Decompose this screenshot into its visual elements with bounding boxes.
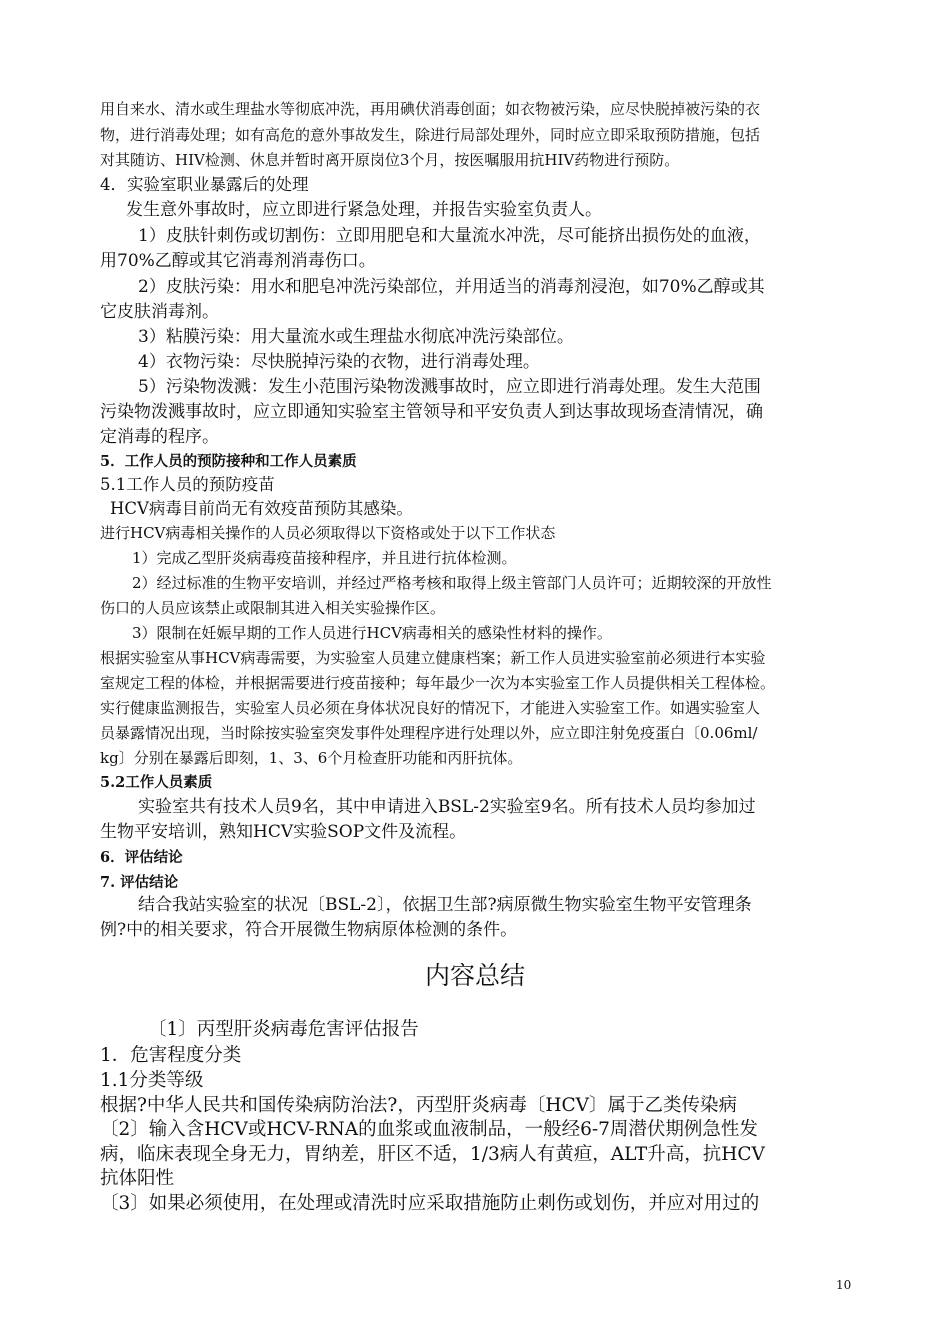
text-line: 4）衣物污染：尽快脱掉污染的衣物，进行消毒处理。: [138, 352, 540, 372]
section-heading: 5.1工作人员的预防疫苗: [100, 475, 275, 494]
summary-line: 抗体阳性: [100, 1168, 175, 1189]
text-line: 3）限制在妊娠早期的工作人员进行HCV病毒相关的感染性材料的操作。: [132, 624, 612, 642]
text-line: 它皮肤消毒剂。: [100, 302, 219, 322]
text-line: HCV病毒目前尚无有效疫苗预防其感染。: [110, 499, 413, 518]
section-heading: 7. 评估结论: [100, 874, 179, 891]
section-heading: 5.2工作人员素质: [100, 774, 213, 791]
text-line: 5）污染物泼溅：发生小范围污染物泼溅事故时，应立即进行消毒处理。发生大范围: [138, 377, 761, 397]
summary-line: 〔1〕丙型肝炎病毒危害评估报告: [148, 1019, 419, 1040]
text-line: 物，进行消毒处理；如有高危的意外事故发生，除进行局部处理外，同时应立即采取预防措施，包括: [100, 126, 761, 144]
text-line: 污染物泼溅事故时，应立即通知实验室主管领导和平安负责人到达事故现场查清情况，确: [100, 402, 763, 422]
summary-line: 病，临床表现全身无力，胃纳差，肝区不适，1/3病人有黄疸，ALT升高，抗HCV: [100, 1144, 765, 1165]
text-line: 1）皮肤针刺伤或切割伤：立即用肥皂和大量流水冲洗，尽可能挤出损伤处的血液，: [138, 226, 761, 246]
text-line: 用70%乙醇或其它消毒剂消毒伤口。: [100, 251, 376, 271]
text-line: 1）完成乙型肝炎病毒疫苗接种程序，并且进行抗体检测。: [132, 549, 517, 567]
text-line: 对其随访、HIV检测、休息并暂时离开原岗位3个月，按医嘱服用抗HIV药物进行预防。: [100, 151, 680, 169]
text-line: 根据实验室从事HCV病毒需要，为实验室人员建立健康档案；新工作人员进实验室前必须进行本实验: [100, 649, 766, 667]
text-line: 2）经过标准的生物平安培训，并经过严格考核和取得上级主管部门人员许可；近期较深的开放性: [132, 574, 772, 592]
text-line: 实行健康监测报告，实验室人员必须在身体状况良好的情况下，才能进入实验室工作。如遇实验室人: [100, 699, 761, 717]
text-line: 员暴露情况出现，当时除按实验室突发事件处理程序进行处理以外，应立即注射免疫蛋白〔0.06ml/: [100, 724, 758, 742]
summary-line: 〔2〕输入含HCV或HCV-RNA的血浆或血液制品，一般经6-7周潜伏期例急性发: [100, 1119, 758, 1140]
summary-line: 1.1分类等级: [100, 1070, 204, 1091]
text-line: 进行HCV病毒相关操作的人员必须取得以下资格或处于以下工作状态: [100, 524, 556, 542]
summary-line: 根据?中华人民共和国传染病防治法?，丙型肝炎病毒〔HCV〕属于乙类传染病: [100, 1095, 737, 1116]
text-line: 用自来水、清水或生理盐水等彻底冲洗，再用碘伏消毒创面；如衣物被污染，应尽快脱掉被污染的衣: [100, 100, 761, 118]
text-line: 3）粘膜污染：用大量流水或生理盐水彻底冲洗污染部位。: [138, 327, 574, 347]
text-line: 2）皮肤污染：用水和肥皂冲洗污染部位，并用适当的消毒剂浸泡，如70%乙醇或其: [138, 277, 765, 297]
section-heading: 5．工作人员的预防接种和工作人员素质: [100, 453, 357, 470]
summary-line: 1．危害程度分类: [100, 1045, 242, 1066]
text-line: 伤口的人员应该禁止或限制其进入相关实验操作区。: [100, 599, 446, 617]
summary-title: 内容总结: [424, 961, 525, 990]
text-line: 生物平安培训，熟知HCV实验SOP文件及流程。: [100, 822, 467, 842]
text-line: 发生意外事故时，应立即进行紧急处理，并报告实验室负责人。: [126, 200, 602, 220]
section-heading: 4．实验室职业暴露后的处理: [100, 175, 309, 194]
text-line: 室规定工程的体检，并根据需要进行疫苗接种；每年最少一次为本实验室工作人员提供相关工程体检。: [100, 674, 776, 692]
section-heading: 6．评估结论: [100, 849, 183, 866]
page-number: 10: [836, 1278, 852, 1292]
text-line: 例?中的相关要求，符合开展微生物病原体检测的条件。: [100, 920, 518, 940]
text-line: kg〕分别在暴露后即刻，1、3、6个月检查肝功能和丙肝抗体。: [100, 749, 523, 767]
text-line: 实验室共有技术人员9名，其中申请进入BSL-2实验室9名。所有技术人员均参加过: [138, 797, 756, 817]
text-line: 定消毒的程序。: [100, 427, 219, 447]
summary-line: 〔3〕如果必须使用，在处理或清洗时应采取措施防止刺伤或划伤，并应对用过的: [100, 1193, 760, 1214]
text-line: 结合我站实验室的状况〔BSL-2〕，依据卫生部?病原微生物实验室生物平安管理条: [138, 895, 752, 915]
